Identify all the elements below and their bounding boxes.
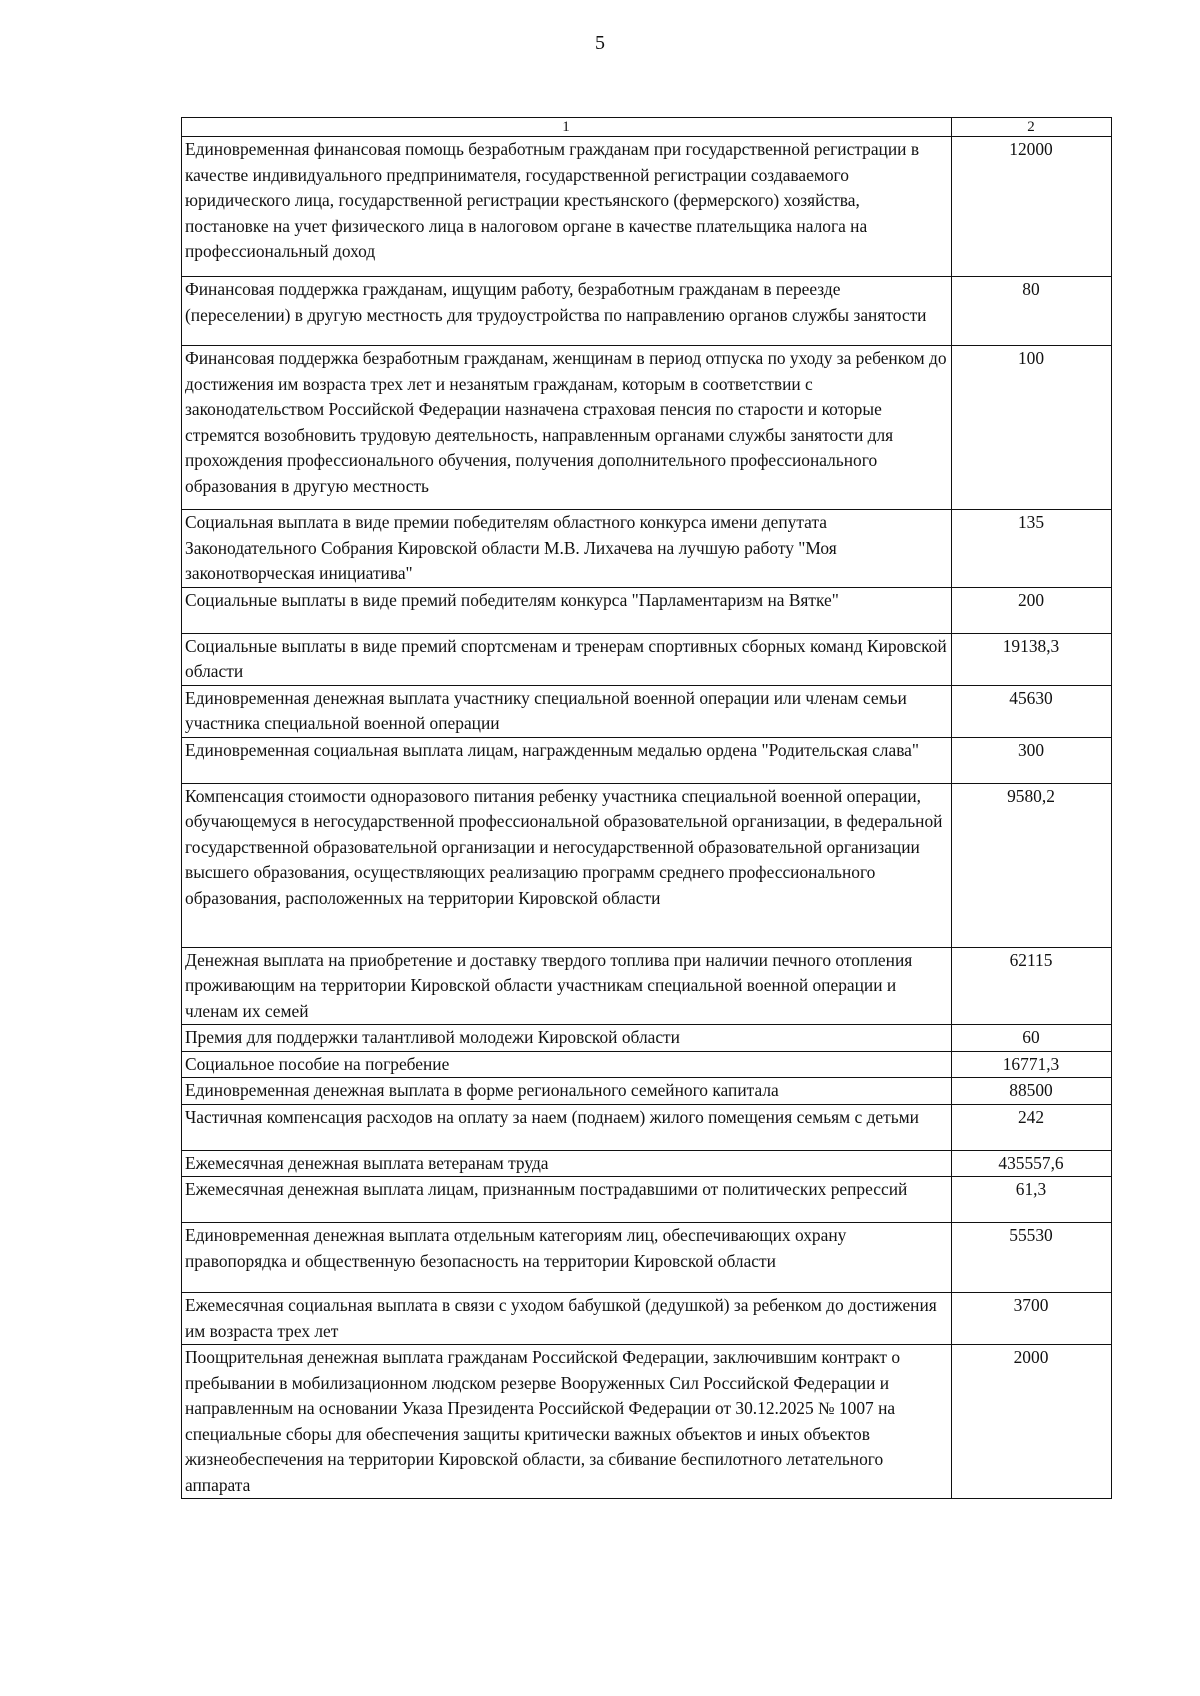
row-label: Социальные выплаты в виде премий победителям конкурса "Парламентаризм на Вятке" xyxy=(182,587,952,633)
table-row xyxy=(182,1104,1112,1150)
table-row xyxy=(182,1345,1112,1499)
table-row xyxy=(182,1078,1112,1105)
row-label: Социальное пособие на погребение xyxy=(182,1051,952,1078)
row-label: Ежемесячная денежная выплата ветеранам труда xyxy=(182,1150,952,1177)
row-value: 62115 xyxy=(952,947,1112,1025)
table-row xyxy=(182,1051,1112,1078)
table-row xyxy=(182,947,1112,1025)
table-header-row xyxy=(182,118,1112,137)
row-value: 80 xyxy=(952,277,1112,346)
payments-table xyxy=(181,117,1112,1499)
row-value: 19138,3 xyxy=(952,633,1112,685)
table-row xyxy=(182,510,1112,588)
page-number: 5 xyxy=(595,32,605,54)
row-value: 61,3 xyxy=(952,1177,1112,1223)
row-value: 60 xyxy=(952,1025,1112,1052)
row-value: 88500 xyxy=(952,1078,1112,1105)
row-value: 55530 xyxy=(952,1223,1112,1293)
table-row xyxy=(182,346,1112,510)
row-label: Единовременная финансовая помощь безработным гражданам при государственной регистрации в качестве индивидуального предпринимателя, государственной регистрации создаваемого юридического лица, государственной регистрации крестьянского (фермерского) хозяйства, постановке на учет физического лица в налоговом органе в качестве плательщика налога на профессиональный доход xyxy=(182,137,952,277)
row-value: 100 xyxy=(952,346,1112,510)
table-row xyxy=(182,1025,1112,1052)
row-value: 9580,2 xyxy=(952,783,1112,947)
row-label: Финансовая поддержка безработным гражданам, женщинам в период отпуска по уходу за ребенком до достижения им возраста трех лет и незанятым гражданам, которым в соответствии с законодательством Российской Федерации назначена страховая пенсия по старости и которые стремятся возобновить трудовую деятельность, направленным органами службы занятости для прохождения профессионального обучения, получения дополнительного профессионального образования в другую местность xyxy=(182,346,952,510)
table-row xyxy=(182,1293,1112,1345)
row-value: 45630 xyxy=(952,685,1112,737)
row-label: Финансовая поддержка гражданам, ищущим работу, безработным гражданам в переезде (переселении) в другую местность для трудоустройства по направлению органов службы занятости xyxy=(182,277,952,346)
row-label: Социальная выплата в виде премии победителям областного конкурса имени депутата Законодательного Собрания Кировской области М.В. Лихачева на лучшую работу "Моя законотворческая инициатива" xyxy=(182,510,952,588)
row-label: Единовременная денежная выплата отдельным категориям лиц, обеспечивающих охрану правопорядка и общественную безопасность на территории Кировской области xyxy=(182,1223,952,1293)
row-label: Частичная компенсация расходов на оплату за наем (поднаем) жилого помещения семьям с детьми xyxy=(182,1104,952,1150)
row-label: Ежемесячная денежная выплата лицам, признанным пострадавшими от политических репрессий xyxy=(182,1177,952,1223)
row-value: 300 xyxy=(952,737,1112,783)
table-row xyxy=(182,783,1112,947)
table-row xyxy=(182,587,1112,633)
row-value: 3700 xyxy=(952,1293,1112,1345)
row-value: 242 xyxy=(952,1104,1112,1150)
row-label: Премия для поддержки талантливой молодежи Кировской области xyxy=(182,1025,952,1052)
table-row xyxy=(182,137,1112,277)
column-header-1: 1 xyxy=(182,118,952,137)
table-row xyxy=(182,737,1112,783)
row-label: Единовременная денежная выплата участнику специальной военной операции или членам семьи участника специальной военной операции xyxy=(182,685,952,737)
table-row xyxy=(182,1177,1112,1223)
row-value: 2000 xyxy=(952,1345,1112,1499)
row-value: 135 xyxy=(952,510,1112,588)
row-value: 435557,6 xyxy=(952,1150,1112,1177)
row-label: Денежная выплата на приобретение и доставку твердого топлива при наличии печного отопления проживающим на территории Кировской области участникам специальной военной операции и членам их семей xyxy=(182,947,952,1025)
row-value: 12000 xyxy=(952,137,1112,277)
table-row xyxy=(182,633,1112,685)
row-label: Ежемесячная социальная выплата в связи с уходом бабушкой (дедушкой) за ребенком до достижения им возраста трех лет xyxy=(182,1293,952,1345)
table-row xyxy=(182,685,1112,737)
table-row xyxy=(182,277,1112,346)
row-label: Единовременная денежная выплата в форме регионального семейного капитала xyxy=(182,1078,952,1105)
row-value: 200 xyxy=(952,587,1112,633)
row-label: Единовременная социальная выплата лицам, награжденным медалью ордена "Родительская слава" xyxy=(182,737,952,783)
table-row xyxy=(182,1223,1112,1293)
row-label: Социальные выплаты в виде премий спортсменам и тренерам спортивных сборных команд Кировской области xyxy=(182,633,952,685)
row-label: Поощрительная денежная выплата гражданам Российской Федерации, заключившим контракт о пребывании в мобилизационном людском резерве Вооруженных Сил Российской Федерации и направленным на основании Указа Президента Российской Федерации от 30.12.2025 № 1007 на специальные сборы для обеспечения защиты критически важных объектов и иных объектов жизнеобеспечения на территории Кировской области, за сбивание беспилотного летательного аппарата xyxy=(182,1345,952,1499)
row-value: 16771,3 xyxy=(952,1051,1112,1078)
table-row xyxy=(182,1150,1112,1177)
row-label: Компенсация стоимости одноразового питания ребенку участника специальной военной операции, обучающемуся в негосударственной профессиональной образовательной организации, в федеральной государственной образовательной организации и негосударственной образовательной организации высшего образования, осуществляющих реализацию программ среднего профессионального образования, расположенных на территории Кировской области xyxy=(182,783,952,947)
column-header-2: 2 xyxy=(952,118,1112,137)
